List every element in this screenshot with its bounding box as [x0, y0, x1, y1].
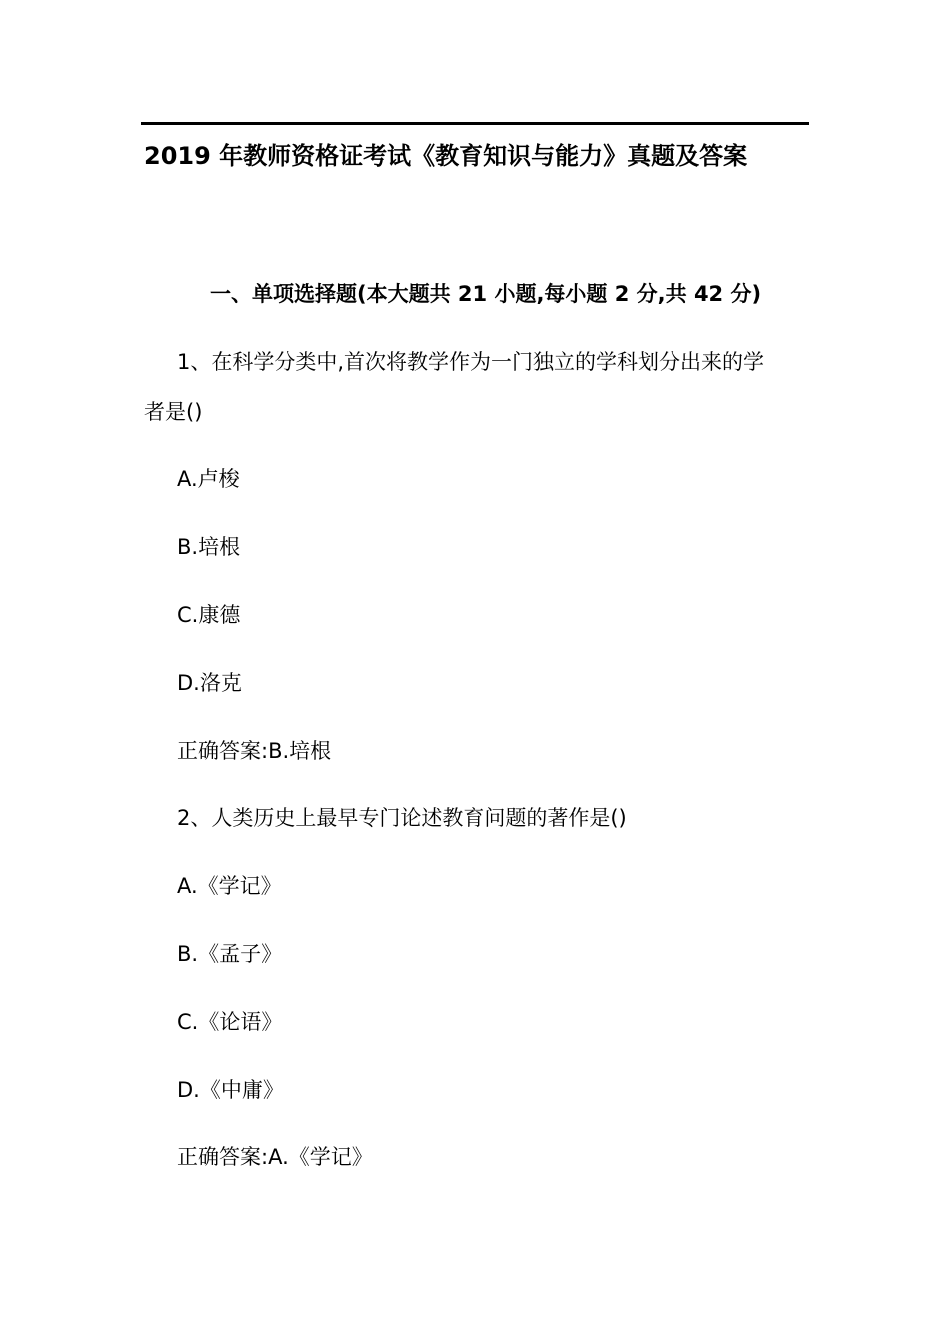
- question-1-option-b: B.培根: [177, 535, 241, 559]
- header-rule: [141, 122, 809, 125]
- question-1-stem-line-1: 1、在科学分类中,首次将教学作为一门独立的学科划分出来的学: [177, 350, 765, 374]
- question-2-option-d: D.《中庸》: [177, 1078, 284, 1102]
- question-2-option-b: B.《孟子》: [177, 942, 283, 966]
- section-heading: 一、单项选择题(本大题共 21 小题,每小题 2 分,共 42 分): [210, 282, 762, 306]
- document-title: 2019 年教师资格证考试《教育知识与能力》真题及答案: [144, 142, 748, 170]
- question-1-option-a: A.卢梭: [177, 467, 240, 491]
- question-1-answer: 正确答案:B.培根: [177, 739, 332, 763]
- question-2-option-a: A.《学记》: [177, 874, 282, 898]
- question-1-option-c: C.康德: [177, 603, 241, 627]
- question-2-answer: 正确答案:A.《学记》: [177, 1145, 373, 1169]
- question-2-option-c: C.《论语》: [177, 1010, 283, 1034]
- question-1-option-d: D.洛克: [177, 671, 242, 695]
- question-1-stem-line-2: 者是(): [144, 400, 203, 424]
- question-2-stem: 2、人类历史上最早专门论述教育问题的著作是(): [177, 806, 627, 830]
